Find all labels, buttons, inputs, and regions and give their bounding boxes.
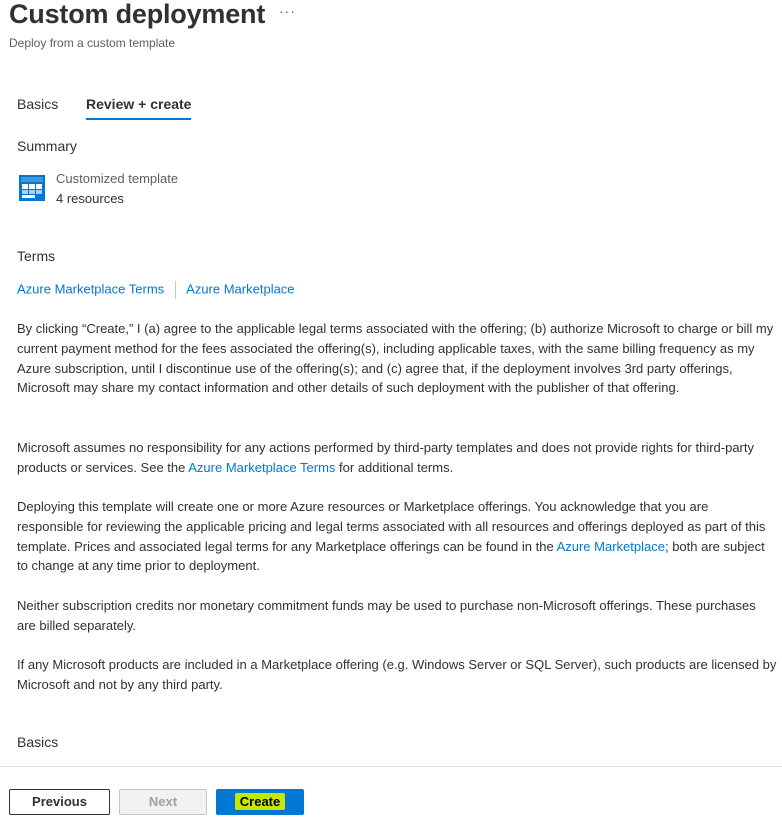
page-title: Custom deployment (9, 0, 266, 29)
next-button[interactable]: Next (119, 789, 207, 815)
template-grid-icon (19, 175, 45, 201)
azure-marketplace-terms-link[interactable]: Azure Marketplace Terms (17, 281, 165, 297)
tab-basics[interactable]: Basics (17, 96, 59, 112)
terms-links (17, 281, 295, 299)
create-button-label: Create (235, 793, 285, 810)
inline-azure-marketplace-terms-link[interactable]: Azure Marketplace Terms (188, 459, 336, 475)
terms-heading: Terms (17, 248, 56, 264)
azure-marketplace-link[interactable]: Azure Marketplace (186, 281, 295, 297)
template-name: Customized template (56, 171, 179, 186)
resource-count: 4 resources (56, 191, 124, 206)
page-subtitle: Deploy from a custom template (9, 36, 176, 50)
footer-divider (0, 766, 782, 767)
paragraph-text: ; both are subject to change at any time prior to deployment. (17, 538, 765, 574)
more-options-icon[interactable]: ··· (279, 3, 296, 19)
create-button[interactable] (216, 789, 304, 815)
paragraph-text: Deploying this template will create one or more Azure resources or Marketplace offerings. You acknowledge that you are responsible for reviewing the applicable pricing and legal terms associated with all resources and offerings deployed as part of this template. Prices and associated legal terms for any Marketplace offerings can be found in the (17, 499, 766, 554)
terms-paragraph-create: By clicking “Create,” I (a) agree to the applicable legal terms associated with the offering; (b) authorize Microsoft to charge or bill my current payment method for the fees associated the offering(s), including applicable taxes, with the same billing frequency as my Azure subscription, until I discontinue use of the offering(s); and (c) agree that, if the deployment involves 3rd party offerings, Microsoft may share my contact information and other details of such deployment with the publisher of that offering. (17, 321, 774, 396)
previous-button[interactable]: Previous (9, 789, 110, 815)
summary-heading: Summary (17, 138, 77, 154)
tab-review-create[interactable]: Review + create (86, 92, 191, 120)
terms-paragraph-deploying (17, 497, 777, 576)
terms-paragraph-credits: Neither subscription credits nor monetary commitment funds may be used to purchase non-Microsoft offerings. These purchases are billed separately. (17, 598, 756, 633)
paragraph-text: for additional terms. (335, 459, 454, 475)
paragraph-text: Microsoft assumes no responsibility for any actions performed by third-party templates and does not provide rights for third-party products or services. See the (17, 440, 755, 475)
link-divider (175, 281, 176, 299)
inline-azure-marketplace-link[interactable]: Azure Marketplace (556, 538, 665, 554)
basics-heading: Basics (17, 734, 59, 750)
terms-paragraph-responsibility (17, 438, 777, 478)
terms-paragraph-licensing: If any Microsoft products are included in a Marketplace offering (e.g. Windows Server or SQL Server), such products are licensed by Microsoft and not by any third party. (17, 657, 777, 692)
